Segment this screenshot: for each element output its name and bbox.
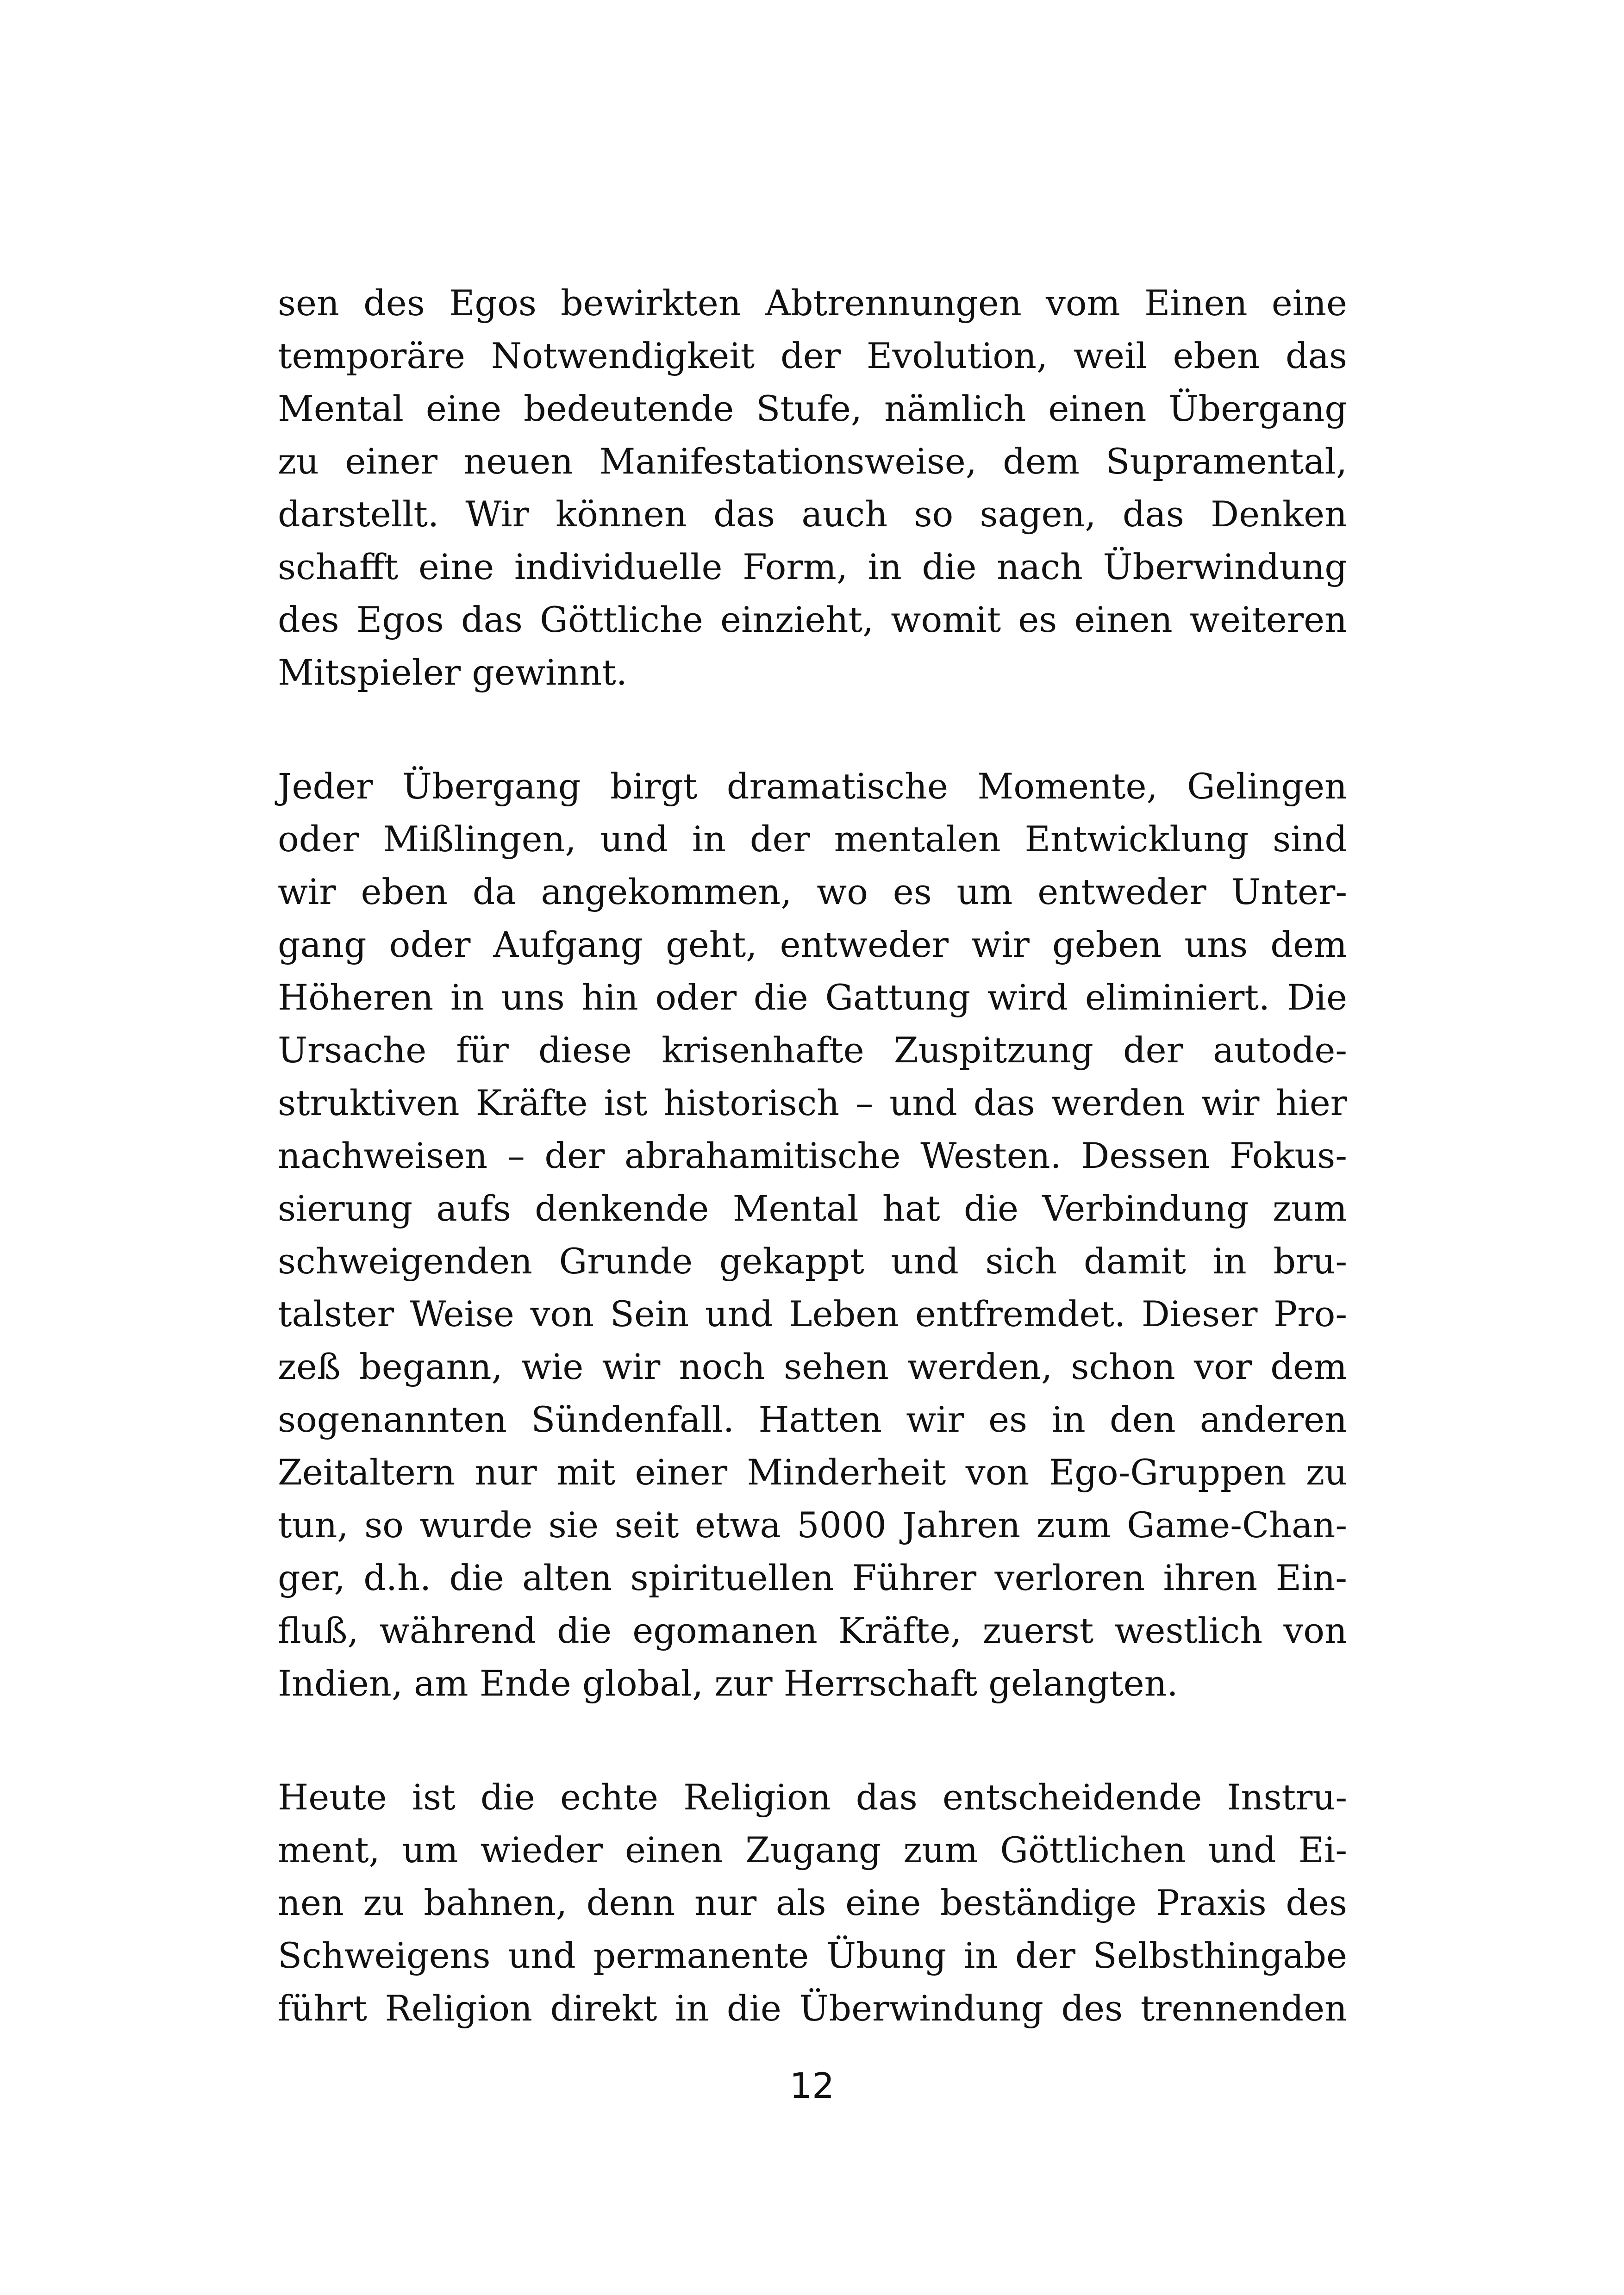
text-line: schweigenden Grunde gekappt und sich damit in bru- — [278, 1241, 1347, 1282]
text-line: des Egos das Göttliche einzieht, womit es einen weiteren — [278, 599, 1347, 640]
text-line: Ursache für diese krisenhafte Zuspitzung der autode- — [278, 1029, 1347, 1071]
text-line: zu einer neuen Manifestationsweise, dem Supramental, — [278, 441, 1347, 482]
text-line: zeß begann, wie wir noch sehen werden, schon vor dem — [278, 1346, 1347, 1387]
text-line: oder Mißlingen, und in der mentalen Entwicklung sind — [278, 818, 1347, 860]
text-line: Heute ist die echte Religion das entscheidende Instru- — [278, 1777, 1347, 1818]
paragraph-1 — [278, 277, 1347, 699]
text-line: Mitspieler gewinnt. — [278, 652, 627, 693]
paragraph-3 — [278, 1771, 1347, 2035]
text-line: ment, um wieder einen Zugang zum Göttlichen und Ei- — [278, 1829, 1347, 1871]
text-line: Mental eine bedeutende Stufe, nämlich einen Übergang — [278, 388, 1347, 429]
text-line: Zeitaltern nur mit einer Minderheit von Ego-Gruppen zu — [278, 1452, 1347, 1493]
paragraph-2 — [278, 760, 1347, 1710]
body-text — [278, 277, 1347, 2035]
text-line: wir eben da angekommen, wo es um entweder Unter- — [278, 871, 1347, 912]
text-line: fluß, während die egomanen Kräfte, zuerst westlich von — [278, 1610, 1347, 1651]
text-line: führt Religion direkt in die Überwindung des trennenden — [278, 1988, 1347, 2029]
text-line: nen zu bahnen, denn nur als eine beständige Praxis des — [278, 1882, 1347, 1923]
text-line: nachweisen – der abrahamitische Westen. Dessen Fokus- — [278, 1135, 1347, 1176]
text-line: schafft eine individuelle Form, in die nach Überwindung — [278, 546, 1347, 587]
text-line: darstellt. Wir können das auch so sagen, das Denken — [278, 493, 1347, 535]
page-number: 12 — [789, 2065, 835, 2106]
text-line: sen des Egos bewirkten Abtrennungen vom Einen eine — [278, 282, 1347, 324]
text-line: temporäre Notwendigkeit der Evolution, weil eben das — [278, 335, 1347, 376]
text-line: Jeder Übergang birgt dramatische Momente, Gelingen — [278, 766, 1347, 807]
text-line: gang oder Aufgang geht, entweder wir geben uns dem — [278, 924, 1347, 965]
text-line: sogenannten Sündenfall. Hatten wir es in den anderen — [278, 1399, 1347, 1440]
text-line: struktiven Kräfte ist historisch – und das werden wir hier — [278, 1082, 1347, 1123]
text-line: ger, d.h. die alten spirituellen Führer verloren ihren Ein- — [278, 1557, 1347, 1598]
text-line: tun, so wurde sie seit etwa 5000 Jahren zum Game-Chan- — [278, 1504, 1347, 1546]
text-line: Höheren in uns hin oder die Gattung wird eliminiert. Die — [278, 977, 1347, 1018]
text-line: talster Weise von Sein und Leben entfremdet. Dieser Pro- — [278, 1293, 1347, 1335]
text-line: Indien, am Ende global, zur Herrschaft gelangten. — [278, 1663, 1178, 1704]
text-line: Schweigens und permanente Übung in der Selbsthingabe — [278, 1935, 1347, 1976]
text-line: sierung aufs denkende Mental hat die Verbindung zum — [278, 1188, 1347, 1229]
